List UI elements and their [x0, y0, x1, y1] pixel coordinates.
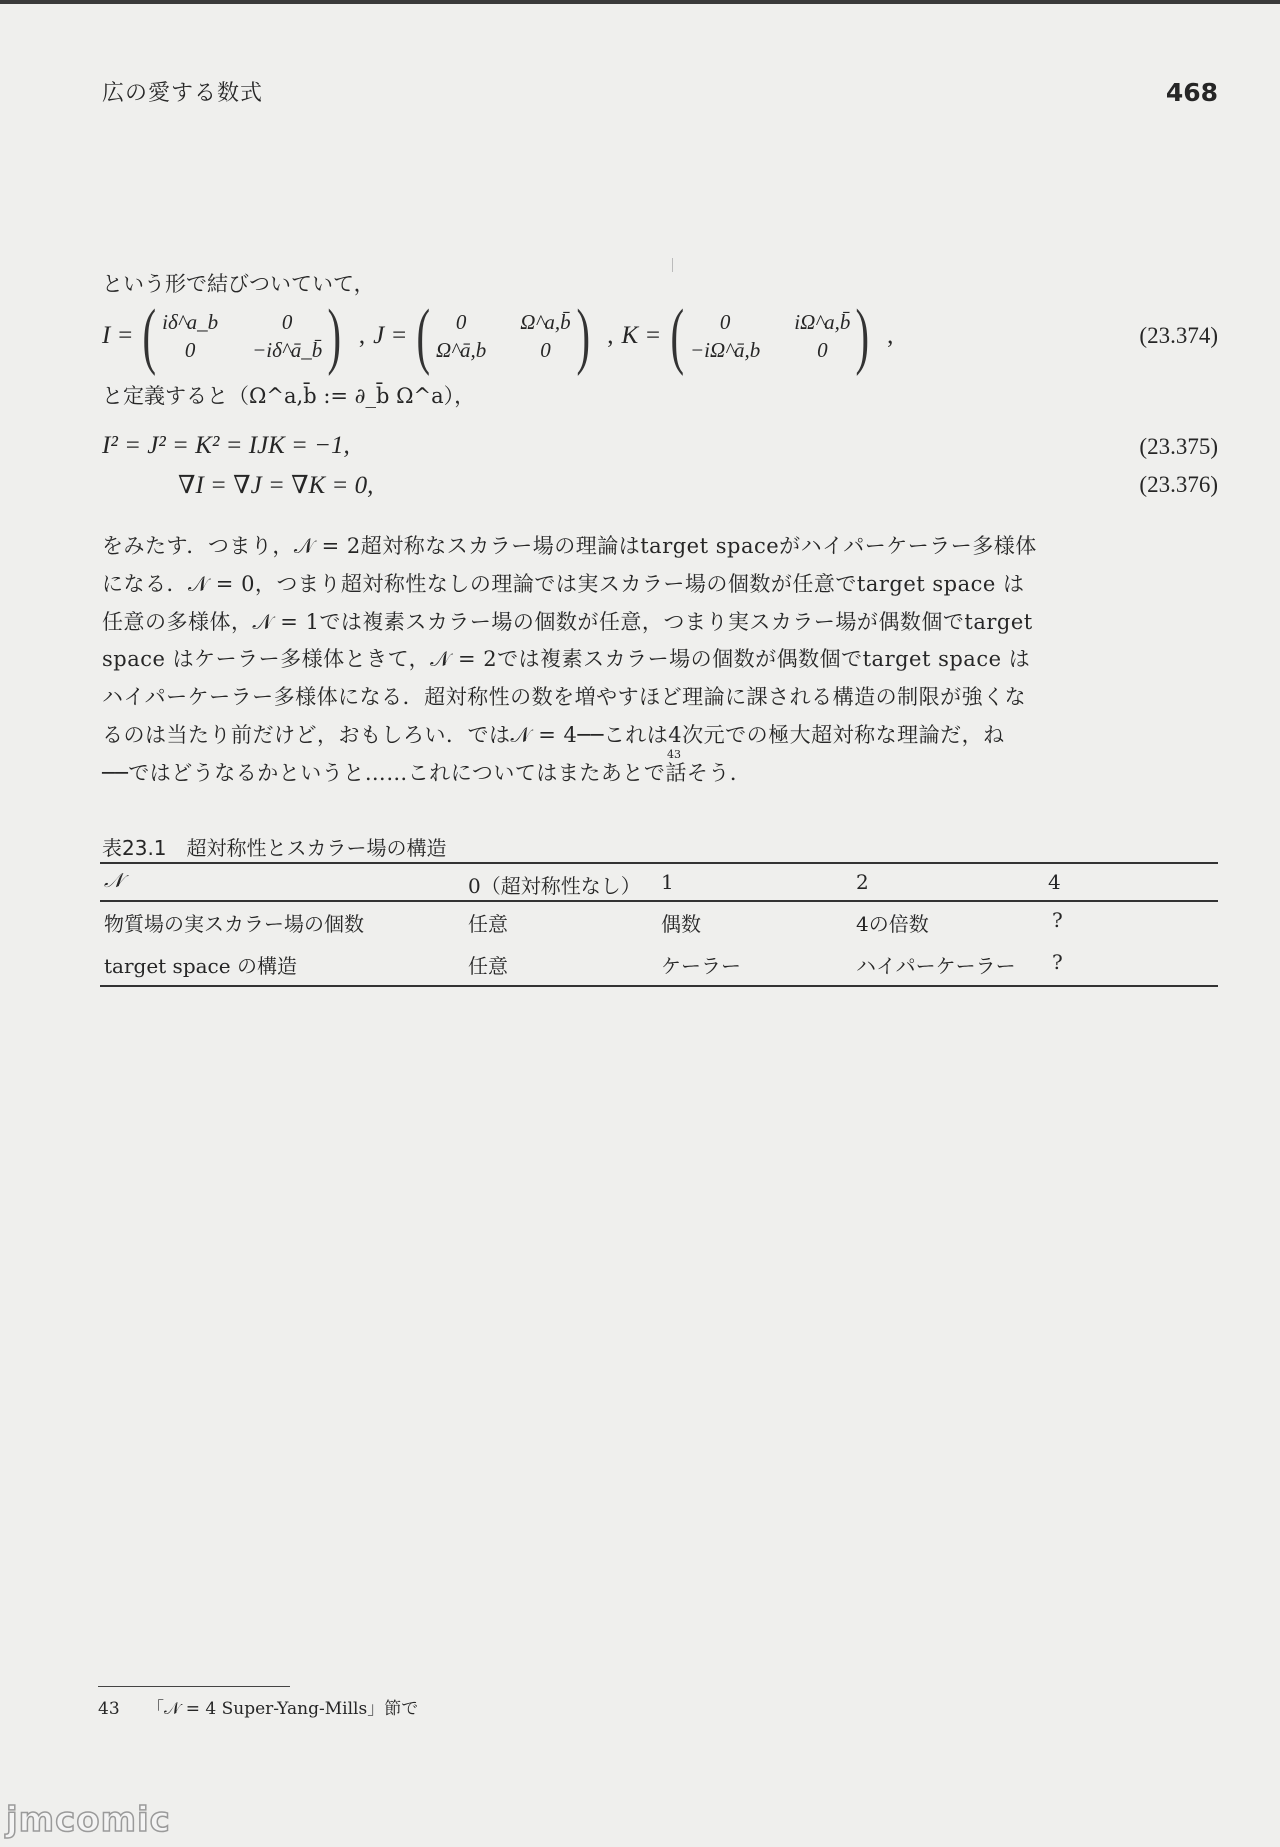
equation-number: (23.375): [1139, 434, 1218, 459]
table-cell: 任意: [468, 912, 508, 936]
equation-23-374: I = ( iδ^a_b 0 0 −iδ^ā_b̄ ) , J = ( 0 Ω^a,b̄ Ω^ā,b 0 ) , K = ( 0 iΩ^a,b̄ −iΩ^ā,b 0 ) , (23.374): [102, 295, 1218, 377]
definition-line: と定義すると（Ω^a,b̄ := ∂_b̄ Ω^a），: [102, 384, 476, 408]
equation-text: ∇I = ∇J = ∇K = 0,: [178, 472, 374, 499]
footnote-number: 43: [98, 1699, 120, 1719]
matrix-cell: 0: [281, 310, 293, 334]
table-cell: ?: [1052, 908, 1063, 932]
table-header-rule: [100, 900, 1218, 902]
equation-number: (23.376): [1139, 472, 1218, 497]
footnote-rule: [98, 1686, 290, 1687]
paragraph-line: ハイパーケーラー多様体になる．超対称性の数を増やすほど理論に課される構造の制限が強くな: [102, 685, 1027, 710]
footnote-text: 「𝒩 = 4 Super-Yang-Mills」節で: [147, 1699, 419, 1719]
running-header-title: 広の愛する数式: [102, 81, 264, 106]
table-caption: 表23.1 超対称性とスカラー場の構造: [102, 836, 447, 860]
table-bottom-rule: [100, 985, 1218, 987]
body-paragraph: [102, 528, 1037, 793]
matrix-cell: 0: [184, 338, 196, 362]
k-label: K =: [621, 322, 662, 349]
equation-number: (23.374): [1139, 323, 1218, 348]
paragraph-line: をみたす．つまり，𝒩 = 2超対称なスカラー場の理論はtarget spaceがハイパーケーラー多様体: [102, 534, 1037, 558]
table-header-cell: 0（超対称性なし）: [468, 874, 641, 898]
table-header-cell: 𝒩: [104, 868, 124, 892]
table-header-cell: 4: [1048, 870, 1061, 894]
table-header-cell: 1: [661, 870, 674, 894]
matrix-cell: Ω^ā,b: [436, 338, 487, 362]
matrix-cell: −iΩ^ā,b: [689, 338, 761, 362]
table-cell: 4の倍数: [856, 912, 929, 936]
matrix-cell: 0: [455, 310, 467, 334]
footnote: [98, 1694, 418, 1719]
equation-text: I² = J² = K² = IJK = −1,: [102, 432, 350, 459]
intro-text: という形で結びついていて，: [102, 272, 375, 296]
watermark-logo: jmcomic: [6, 1800, 171, 1840]
matrix-cell: Ω^a,b̄: [520, 310, 571, 334]
table-cell: 偶数: [661, 912, 701, 936]
matrix-cell: −iδ^ā_b̄: [252, 338, 323, 362]
i-label: I =: [102, 322, 134, 349]
matrix-cell: iδ^a_b: [162, 310, 219, 334]
page-top-edge: [0, 0, 1280, 4]
table-cell: ケーラー: [661, 954, 741, 978]
matrix-cell: 0: [817, 338, 828, 362]
matrix-cell: 0: [540, 338, 551, 362]
paragraph-line: space はケーラー多様体ときて，𝒩 = 2では複素スカラー場の個数が偶数個でtarget space は: [102, 647, 1031, 672]
equation-23-375: [102, 432, 1218, 460]
j-label: J =: [373, 322, 408, 349]
table-top-rule: [100, 862, 1218, 864]
matrix-cell: 0: [719, 310, 731, 334]
paragraph-line: 任意の多様体，𝒩 = 1では複素スカラー場の個数が任意，つまり実スカラー場が偶数個でtarget: [102, 609, 1033, 634]
i-matrix: ( iδ^a_b 0 0 −iδ^ā_b̄ ): [143, 295, 342, 377]
k-matrix: ( 0 iΩ^a,b̄ −iΩ^ā,b 0 ): [670, 295, 870, 377]
footnote-marker: 43: [667, 748, 681, 761]
matrix-cell: iΩ^a,b̄: [794, 310, 851, 334]
table-cell: ハイパーケーラー: [856, 954, 1016, 978]
paragraph-line: になる．𝒩 = 0，つまり超対称性なしの理論では実スカラー場の個数が任意でtarget space は: [102, 571, 1025, 596]
paragraph-line: るのは当たり前だけど，おもしろい．では𝒩 = 4──これは4次元での極大超対称な理論だ，ね: [102, 722, 1005, 747]
table-header-cell: 2: [856, 870, 869, 894]
j-matrix: ( 0 Ω^a,b̄ Ω^ā,b 0 ): [416, 295, 590, 377]
page-number: 468: [1165, 78, 1218, 107]
table-cell: target space の構造: [104, 954, 297, 978]
table-cell: ?: [1052, 950, 1063, 974]
paragraph-line: ──ではどうなるかというと……これについてはまたあとで話そう．: [102, 760, 752, 785]
table-cell: 物質場の実スカラー場の個数: [104, 912, 364, 936]
equation-23-376: [102, 470, 1218, 500]
table-cell: 任意: [468, 954, 508, 978]
margin-mark: [672, 258, 673, 272]
